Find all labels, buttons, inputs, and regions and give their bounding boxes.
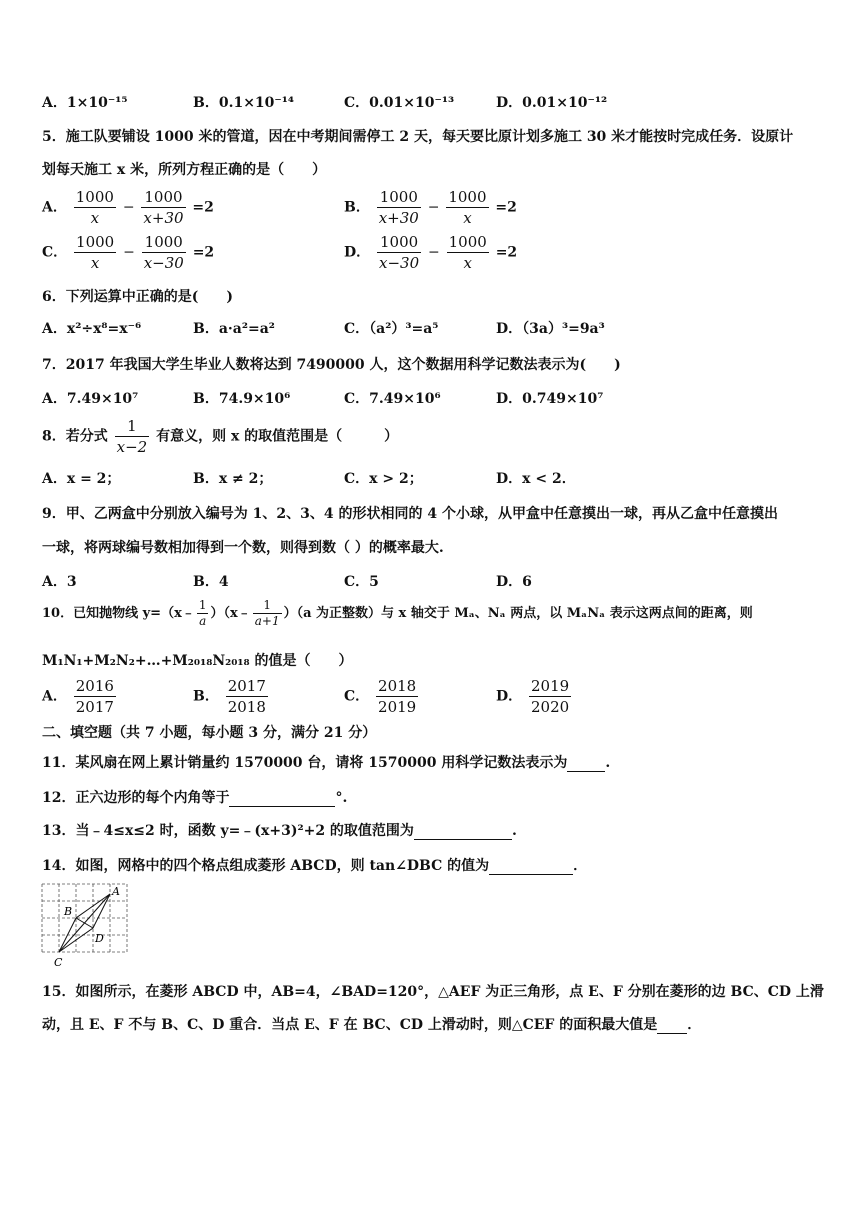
denominator: 2017: [75, 698, 114, 716]
q12-text: 12．正六边形的每个内角等于: [42, 790, 230, 806]
q10-option-d[interactable]: [496, 676, 573, 717]
q4-option-d[interactable]: D．0.01×10⁻¹²: [496, 95, 608, 111]
label-b: B: [64, 905, 73, 918]
q6-option-d[interactable]: D．（3a）³=9a³: [496, 321, 605, 337]
label-a: A: [112, 885, 120, 898]
q7-option-d[interactable]: D．0.749×10⁷: [496, 391, 604, 407]
q14-text: 14．如图，网格中的四个格点组成菱形 ABCD，则 tan∠DBC 的值为: [42, 858, 490, 874]
q10-option-a[interactable]: [42, 676, 118, 717]
q8-stem: [42, 416, 828, 457]
denominator: 2018: [227, 698, 266, 716]
fraction: [446, 187, 488, 228]
q15-stem-line1: 15．如图所示，在菱形 ABCD 中，AB=4，∠BAD=120°，△AEF 为正三角形，点 E、F 分别在菱形的边 BC、CD 上滑: [42, 984, 824, 1000]
option-label: B．: [193, 688, 219, 705]
q10-option-b[interactable]: [193, 676, 270, 717]
fraction: [529, 676, 571, 717]
numerator: 1000: [76, 233, 115, 251]
option-label: D．: [496, 688, 523, 705]
q5-stem-line1: 5．施工队要铺设 1000 米的管道，因在中考期间需停工 2 天，每天要比原计划多施工 30 米才能按时完成任务．设原计: [42, 129, 794, 145]
minus-sign: −: [427, 199, 440, 216]
fraction: [74, 232, 116, 273]
q13-text: 13．当﹣4≤x≤2 时，函数 y=﹣(x+3)²+2 的取值范围为: [42, 823, 414, 839]
q5-stem-line2: 划每天施工 x 米，所列方程正确的是（ ）: [42, 162, 327, 178]
option-label: B．: [344, 199, 370, 216]
fraction: [74, 187, 116, 228]
numerator: 1: [198, 598, 207, 612]
numerator: 1000: [448, 233, 487, 251]
q5-option-d[interactable]: [344, 232, 517, 273]
q7-option-c[interactable]: C．7.49×10⁶: [344, 391, 441, 407]
numerator: 1000: [448, 188, 487, 206]
numerator: 1000: [377, 232, 421, 253]
q10-part3: ）（a 为正整数）与 x 轴交于 Mₐ、Nₐ 两点，以 MₐNₐ 表示这两点间的距离，则: [283, 606, 753, 621]
q4-option-a[interactable]: A．1×10⁻¹⁵: [42, 95, 128, 111]
equals-two: =2: [192, 244, 215, 261]
numerator: 1: [253, 598, 282, 614]
denominator: x−30: [379, 254, 420, 272]
q11-text: 11．某风扇在网上累计销量约 1570000 台，请将 1570000 用科学记数法表示为: [42, 755, 568, 771]
fraction: [447, 232, 489, 273]
q8-option-d[interactable]: D．x < 2．: [496, 471, 576, 487]
label-c: C: [54, 956, 63, 969]
denominator: 2019: [378, 698, 417, 716]
q8-option-c[interactable]: C．x > 2；: [344, 471, 423, 487]
fraction: [253, 598, 282, 629]
numerator: 2017: [227, 677, 266, 695]
fraction: [377, 187, 421, 228]
q8-prefix: 8．若分式: [42, 428, 108, 445]
label-d: D: [95, 932, 104, 945]
numerator: 1: [115, 416, 150, 437]
option-label: C．: [42, 244, 68, 261]
numerator: 2018: [378, 677, 417, 695]
fraction: [141, 187, 185, 228]
denominator: x: [90, 209, 100, 227]
answer-blank[interactable]: [229, 792, 335, 807]
equals-two: =2: [495, 199, 517, 216]
denominator: x+30: [378, 209, 419, 227]
q9-option-d[interactable]: D．6: [496, 574, 532, 590]
numerator: 1000: [141, 187, 185, 208]
fraction: [377, 232, 421, 273]
answer-blank[interactable]: [567, 757, 605, 772]
q11-stem: [42, 752, 828, 772]
q9-option-b[interactable]: B．4: [193, 574, 229, 590]
q5-option-b[interactable]: [344, 187, 517, 228]
q8-option-b[interactable]: B．x ≠ 2；: [193, 471, 273, 487]
q10-part1: 10．已知抛物线 y=（x﹣: [42, 606, 195, 621]
minus-sign: −: [428, 244, 440, 261]
fraction: [115, 416, 150, 457]
q8-option-a[interactable]: A．x = 2；: [42, 471, 121, 487]
q12-stem: [42, 787, 828, 807]
numerator: 1000: [75, 188, 114, 206]
q10-option-c[interactable]: [344, 676, 420, 717]
equals-two: =2: [495, 244, 518, 261]
numerator: 1000: [142, 232, 186, 253]
denominator: 2020: [531, 698, 570, 716]
option-label: A．: [42, 688, 67, 705]
numerator: 2016: [75, 677, 114, 695]
q14-end: ．: [573, 858, 588, 874]
q15-end: ．: [687, 1017, 702, 1033]
denominator: x+30: [143, 209, 184, 227]
q9-stem-line2: 一球，将两球编号数相加得到一个数，则得到数（ ）的概率最大.: [42, 540, 444, 556]
q9-option-a[interactable]: A．3: [42, 574, 77, 590]
q7-option-a[interactable]: A．7.49×10⁷: [42, 391, 139, 407]
q15-text: 动，且 E、F 不与 B、C、D 重合．当点 E、F 在 BC、CD 上滑动时，则△CEF 的面积最大值是: [42, 1017, 658, 1033]
denominator: x: [90, 254, 100, 272]
numerator: 1000: [377, 187, 421, 208]
option-label: D．: [344, 244, 371, 261]
fraction: [142, 232, 186, 273]
section-heading: 二、填空题（共 7 小题，每小题 3 分，满分 21 分）: [42, 725, 377, 741]
q6-option-a[interactable]: A．x²÷x⁸=x⁻⁶: [42, 321, 142, 337]
denominator: x−30: [143, 254, 184, 272]
answer-blank[interactable]: [489, 860, 573, 875]
q11-end: .: [605, 755, 611, 771]
denominator: x: [463, 209, 472, 227]
q4-option-b[interactable]: B．0.1×10⁻¹⁴: [193, 95, 295, 111]
q7-stem: 7．2017 年我国大学生毕业人数将达到 7490000 人，这个数据用科学记数法表示为( ): [42, 357, 621, 373]
q10-part2: ）（x﹣: [210, 606, 251, 621]
fraction: [226, 676, 268, 717]
q7-option-b[interactable]: B．74.9×10⁶: [193, 391, 291, 407]
q6-option-c[interactable]: C．（a²）³=a⁵: [344, 321, 439, 337]
option-label: C．: [344, 688, 370, 705]
denominator: x−2: [116, 438, 148, 456]
q15-stem-line2: [42, 1014, 828, 1034]
q14-stem: [42, 855, 828, 875]
q12-end: °.: [335, 790, 348, 806]
option-label: A．: [42, 199, 67, 216]
fraction: [376, 676, 418, 717]
q4-option-c[interactable]: C．0.01×10⁻¹³: [344, 95, 455, 111]
equals-two: =2: [192, 199, 214, 216]
answer-blank[interactable]: [657, 1019, 687, 1034]
q6-option-b[interactable]: B．a·a²=a²: [193, 321, 275, 337]
q10-stem-line2: M₁N₁+M₂N₂+…+M₂₀₁₈N₂₀₁₈ 的值是（ ）: [42, 653, 353, 669]
q10-stem-line1: [42, 598, 828, 629]
q13-end: .: [511, 823, 517, 839]
denominator: a+1: [254, 614, 280, 628]
q9-stem-line1: 9．甲、乙两盒中分别放入编号为 1、2、3、4 的形状相同的 4 个小球，从甲盒中任意摸出一球，再从乙盒中任意摸出: [42, 506, 778, 522]
numerator: 2019: [531, 677, 570, 695]
rhombus-grid-figure: [38, 880, 138, 970]
answer-blank[interactable]: [414, 825, 512, 840]
denominator: x: [463, 254, 472, 272]
q9-option-c[interactable]: C．5: [344, 574, 379, 590]
denominator: a: [199, 614, 207, 628]
fraction: [74, 676, 116, 717]
q8-suffix: 有意义，则 x 的取值范围是（ ）: [156, 428, 399, 445]
q6-stem: 6．下列运算中正确的是( ): [42, 289, 233, 305]
minus-sign: −: [123, 244, 135, 261]
minus-sign: −: [122, 199, 135, 216]
q13-stem: [42, 820, 828, 840]
fraction: [197, 598, 209, 629]
q5-option-c[interactable]: [42, 232, 214, 273]
q5-option-a[interactable]: [42, 187, 214, 228]
